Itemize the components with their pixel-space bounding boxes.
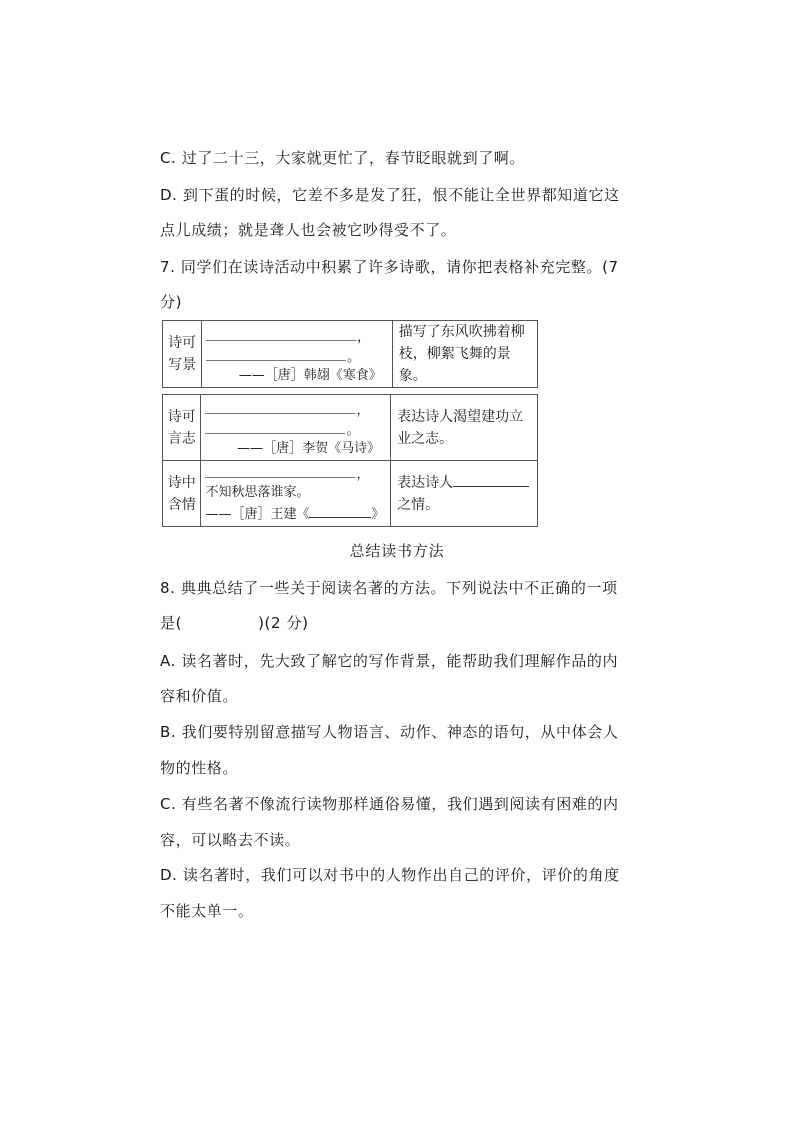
q7-stem-line1: 7. 同学们在读诗活动中积累了许多诗歌，请你把表格补充完整。(7 [160, 258, 619, 276]
q7-stem-line2: 分) [160, 293, 183, 311]
q8-option-a-line1: A. 读名著时，先大致了解它的写作背景，能帮助我们理解作品的内 [160, 652, 619, 670]
q8-stem-line2 [160, 612, 309, 633]
description-text: 表达诗人 [397, 474, 454, 491]
q8-option-c-line1: C. 有些名著不像流行读物那样通俗易懂，我们遇到阅读有困难的内 [160, 795, 619, 813]
stem-prefix: 是( [160, 614, 183, 632]
q8-option-d-line1: D. 读名著时，我们可以对书中的人物作出自己的评价，评价的角度 [160, 866, 620, 884]
answer-blank[interactable] [206, 328, 356, 341]
poem-cell [202, 321, 393, 388]
description-line1: 描写了东风吹拂着柳 [398, 324, 525, 340]
q6-option-d-line2: 点儿成绩；就是聋人也会被它吵得受不了。 [160, 221, 457, 239]
poem-blank-line1[interactable] [205, 463, 386, 483]
comma: ， [356, 403, 370, 418]
source-prefix: ——［唐］王建《 [205, 507, 310, 522]
q6-option-c: C. 过了二十三，大家就更忙了，春节眨眼就到了啊。 [160, 149, 526, 167]
q8-option-d-line2: 不能太单一。 [160, 902, 254, 920]
source-suffix: 》 [371, 507, 385, 522]
section-title: 总结读书方法 [349, 542, 445, 560]
poem-blank-line1[interactable] [205, 399, 386, 419]
emotion-blank[interactable] [453, 472, 529, 487]
category-cell [163, 395, 201, 461]
title-blank[interactable] [309, 503, 371, 518]
poem-table-ambition-emotion [162, 394, 538, 527]
q6-option-d-line1: D. 到下蛋的时候，它差不多是发了狂，恨不能让全世界都知道它这 [160, 186, 620, 204]
answer-blank[interactable] [205, 465, 355, 478]
description-cell [391, 395, 538, 461]
poem-cell [201, 395, 391, 461]
poem-source: ——［唐］韩翃《寒食》 [238, 367, 382, 383]
category-cell [163, 321, 202, 388]
category-label-line1: 诗可 [168, 335, 197, 351]
description-line2: 之情。 [397, 496, 440, 513]
table-row [163, 321, 538, 388]
answer-blank[interactable] [206, 348, 346, 361]
comma: ， [356, 467, 370, 482]
poem-source: ——［唐］李贺《马诗》 [237, 441, 381, 456]
category-cell [163, 461, 201, 527]
description-line1 [397, 472, 531, 494]
description-cell [392, 321, 537, 388]
answer-blank[interactable] [205, 421, 345, 434]
category-label-line2: 含情 [167, 496, 196, 513]
description-line2: 业之志。 [397, 430, 454, 447]
table-row [163, 461, 538, 527]
q8-option-b-line2: 物的性格。 [160, 759, 239, 777]
q8-stem-line1: 8. 典典总结了一些关于阅读名著的方法。下列说法中不正确的一项 [160, 579, 618, 597]
category-label-line2: 写景 [168, 357, 197, 373]
poem-table-landscape [162, 320, 538, 388]
period: 。 [346, 423, 360, 438]
poem-cell [201, 461, 391, 527]
poem-blank-line1[interactable] [206, 326, 388, 346]
category-label-line2: 言志 [167, 430, 196, 447]
description-line1: 表达诗人渴望建功立 [397, 408, 524, 425]
poem-line2: 不知秋思落谁家。 [205, 485, 310, 500]
answer-blank[interactable] [205, 401, 355, 414]
poem-blank-line2[interactable] [205, 419, 386, 437]
q8-option-b-line1: B. 我们要特别留意描写人物语言、动作、神态的语句，从中体会人 [160, 723, 619, 741]
poem-blank-line2[interactable] [206, 346, 388, 364]
poem-source [205, 503, 386, 524]
stem-suffix: )(2 分) [258, 614, 309, 632]
comma: ， [357, 329, 371, 345]
category-label-line1: 诗中 [167, 474, 196, 491]
period: 。 [347, 349, 361, 365]
q8-option-c-line2: 容，可以略去不读。 [160, 831, 301, 849]
q8-option-a-line2: 容和价值。 [160, 687, 239, 705]
description-cell [391, 461, 538, 527]
table-row [163, 395, 538, 461]
description-line2: 枝，柳絮飞舞的景象。 [398, 346, 511, 384]
category-label-line1: 诗可 [167, 408, 196, 425]
